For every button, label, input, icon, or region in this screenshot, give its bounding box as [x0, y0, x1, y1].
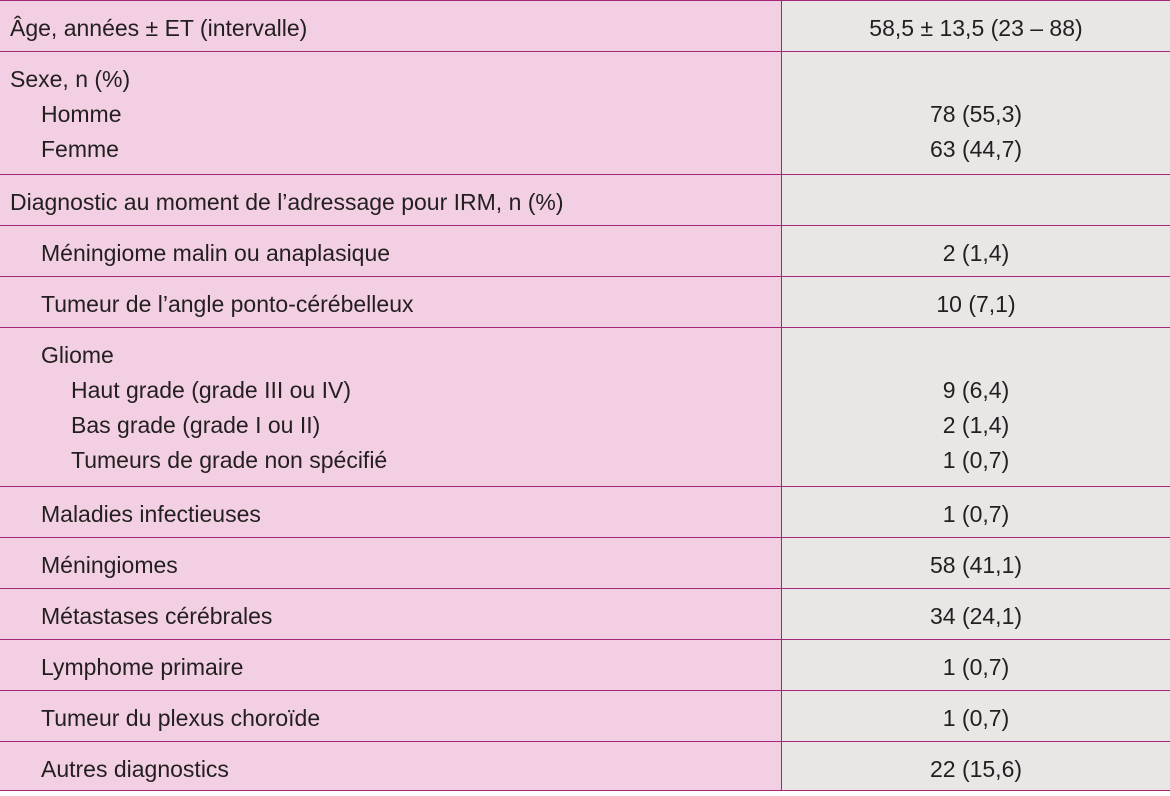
- row-label: Métastases cérébrales: [41, 603, 273, 629]
- row-value-cell: [782, 640, 1170, 690]
- row-label: Lymphome primaire: [41, 654, 244, 680]
- row-value: [782, 185, 1170, 220]
- row-value-cell: [782, 277, 1170, 327]
- row-value: 9 (6,4): [942, 377, 1010, 403]
- row-label-cell: [0, 226, 782, 276]
- row-label: Âge, années ± ET (intervalle): [10, 15, 308, 41]
- row-label-cell: [0, 277, 782, 327]
- row-sub-label: Bas grade (grade I ou II): [71, 412, 321, 438]
- row-value: [782, 338, 1170, 373]
- row-label-cell: [0, 742, 782, 790]
- row-label: Méningiome malin ou anaplasique: [41, 240, 391, 266]
- row-label: Autres diagnostics: [41, 756, 229, 782]
- table-row: [0, 277, 1170, 328]
- row-label-cell: [0, 328, 782, 486]
- table-row: [0, 226, 1170, 277]
- row-label-cell: [0, 52, 782, 174]
- row-value-cell: [782, 1, 1170, 51]
- row-label: Gliome: [41, 342, 114, 368]
- row-value: 58 (41,1): [929, 552, 1023, 578]
- row-label-cell: [0, 538, 782, 588]
- table-row-sex: [0, 52, 1170, 175]
- table-row: [0, 691, 1170, 742]
- row-value: 2 (1,4): [942, 412, 1010, 438]
- row-value: 34 (24,1): [929, 603, 1023, 629]
- row-value-cell: [782, 226, 1170, 276]
- table-row-diagnostic-header: [0, 175, 1170, 226]
- row-label: Tumeur du plexus choroïde: [41, 705, 321, 731]
- row-value-cell: [782, 589, 1170, 639]
- table-row: [0, 742, 1170, 791]
- row-value: 1 (0,7): [942, 501, 1010, 527]
- row-value-cell: [782, 175, 1170, 225]
- table-row: [0, 589, 1170, 640]
- row-sub-label: Haut grade (grade III ou IV): [71, 377, 351, 403]
- row-sub-label: Femme: [41, 136, 119, 162]
- row-value-cell: [782, 538, 1170, 588]
- row-value-cell: [782, 328, 1170, 486]
- row-value-cell: [782, 487, 1170, 537]
- row-label-cell: [0, 175, 782, 225]
- row-label-cell: [0, 640, 782, 690]
- row-value: 2 (1,4): [942, 240, 1010, 266]
- row-value: 1 (0,7): [942, 447, 1010, 473]
- row-label-cell: [0, 487, 782, 537]
- row-sub-label: Tumeurs de grade non spécifié: [71, 447, 388, 473]
- row-label-cell: [0, 691, 782, 741]
- row-value: 1 (0,7): [942, 654, 1010, 680]
- row-value: 63 (44,7): [929, 136, 1023, 162]
- row-value-cell: [782, 691, 1170, 741]
- table-row: [0, 640, 1170, 691]
- table-row-glioma: [0, 328, 1170, 487]
- table-row-age: [0, 1, 1170, 52]
- row-value: 58,5 ± 13,5 (23 – 88): [869, 15, 1083, 41]
- row-label: Maladies infectieuses: [41, 501, 261, 527]
- row-value: 22 (15,6): [929, 756, 1023, 782]
- row-value: [782, 62, 1170, 97]
- row-label: Méningiomes: [41, 552, 178, 578]
- row-value-cell: [782, 742, 1170, 790]
- row-value-cell: [782, 52, 1170, 174]
- row-label-cell: [0, 1, 782, 51]
- row-value: 78 (55,3): [929, 101, 1023, 127]
- row-label-cell: [0, 589, 782, 639]
- row-value: 10 (7,1): [936, 291, 1016, 317]
- row-sub-label: Homme: [41, 101, 122, 127]
- row-label: Diagnostic au moment de l’adressage pour IRM, n (%): [10, 189, 564, 215]
- row-label: Tumeur de l’angle ponto-cérébelleux: [41, 291, 414, 317]
- table-row: [0, 538, 1170, 589]
- row-label: Sexe, n (%): [10, 66, 131, 92]
- row-value: 1 (0,7): [942, 705, 1010, 731]
- table-row: [0, 487, 1170, 538]
